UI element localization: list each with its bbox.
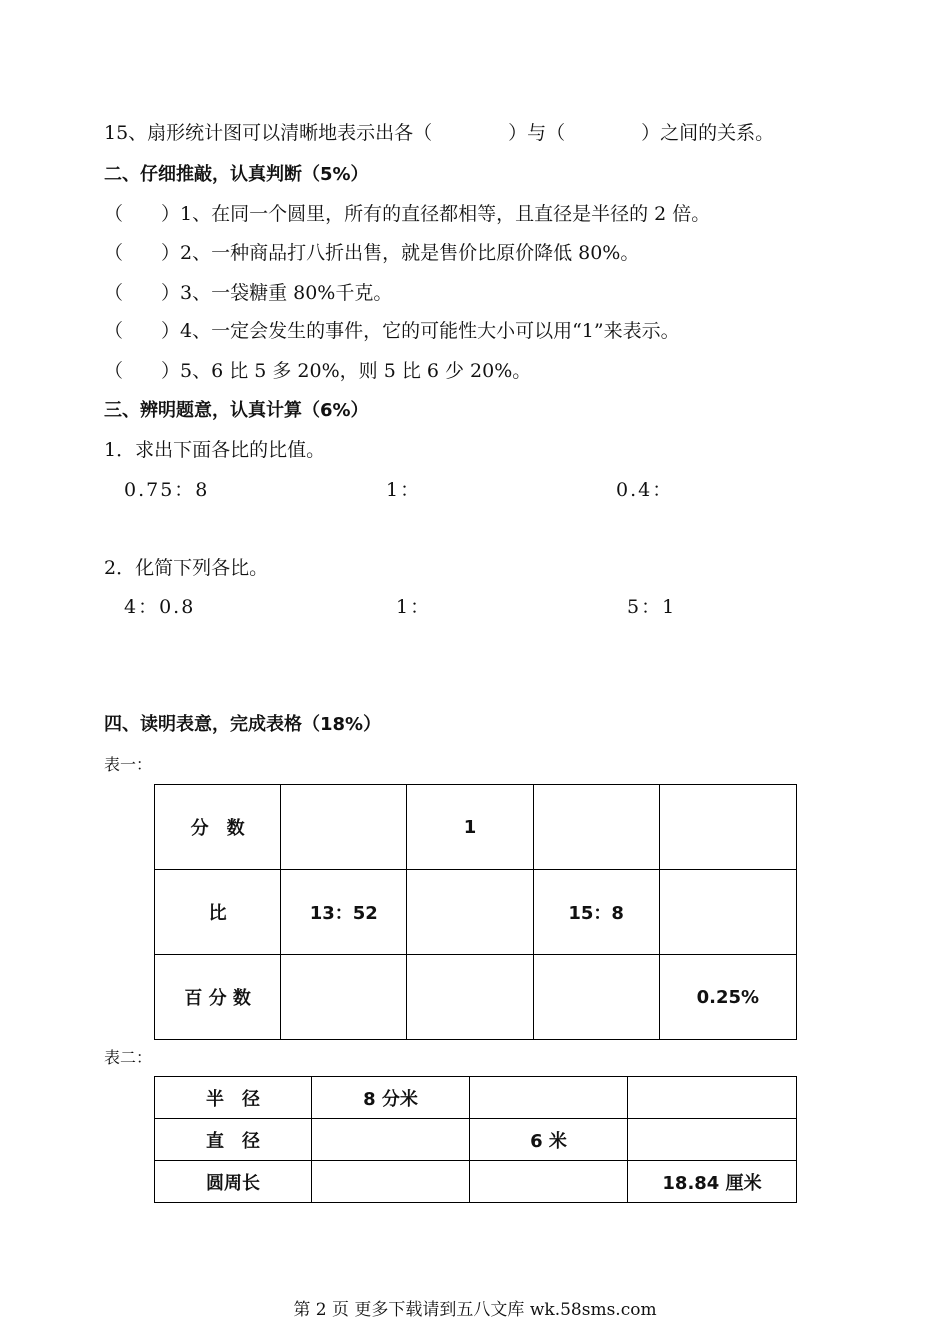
table-cell: 圆周长 [155, 1161, 312, 1203]
judgment-item-5: （ ）5、6 比 5 多 20%，则 5 比 6 少 20%。 [104, 360, 532, 382]
page-footer: 第 2 页 更多下载请到五八文库 wk.58sms.com [293, 1300, 657, 1320]
table-cell: 百 分 数 [155, 955, 281, 1040]
table-cell: 15：8 [533, 870, 659, 955]
table-cell [470, 1077, 628, 1119]
table-cell: 6 米 [470, 1119, 628, 1161]
table-cell: 比 [155, 870, 281, 955]
judgment-item-1: （ ）1、在同一个圆里，所有的直径都相等，且直径是半径的 2 倍。 [104, 203, 711, 225]
table-cell: 0.25% [659, 955, 796, 1040]
table-cell [628, 1077, 797, 1119]
question-15: 15、扇形统计图可以清晰地表示出各（ ）与（ ）之间的关系。 [104, 122, 775, 144]
table-cell [533, 785, 659, 870]
table-cell: 半 径 [155, 1077, 312, 1119]
ratio-item: 0.75：8 [124, 479, 210, 501]
table-cell: 1 [407, 785, 533, 870]
table-cell: 13：52 [281, 870, 407, 955]
ratio-item: 1： [386, 479, 422, 501]
table-cell [533, 955, 659, 1040]
table-row [155, 785, 797, 870]
table-1-label: 表一： [104, 755, 153, 774]
table-cell [470, 1161, 628, 1203]
table-cell [312, 1119, 470, 1161]
table-cell: 直 径 [155, 1119, 312, 1161]
table-2 [154, 1076, 797, 1203]
table-row [155, 955, 797, 1040]
table-row [155, 870, 797, 955]
calc-question-1: 1．求出下面各比的比值。 [104, 439, 326, 461]
ratio-item: 0.4： [616, 479, 674, 501]
table-cell [659, 785, 796, 870]
table-cell [407, 870, 533, 955]
table-cell [312, 1161, 470, 1203]
calc-question-2: 2．化简下列各比。 [104, 557, 269, 579]
judgment-item-4: （ ）4、一定会发生的事件，它的可能性大小可以用“1”来表示。 [104, 320, 680, 342]
section-4-heading: 四、读明表意，完成表格（18%） [104, 714, 382, 735]
table-1 [154, 784, 797, 1040]
simplify-item: 4：0.8 [124, 596, 196, 618]
table-cell [659, 870, 796, 955]
table-cell [407, 955, 533, 1040]
table-cell: 18.84 厘米 [628, 1161, 797, 1203]
table-cell: 8 分米 [312, 1077, 470, 1119]
judgment-item-3: （ ）3、一袋糖重 80%千克。 [104, 282, 393, 304]
table-2-label: 表二： [104, 1048, 153, 1067]
table-row [155, 1077, 797, 1119]
simplify-item: 5：1 [627, 596, 677, 618]
table-cell: 分 数 [155, 785, 281, 870]
judgment-item-2: （ ）2、一种商品打八折出售，就是售价比原价降低 80%。 [104, 242, 640, 264]
simplify-item: 1： [396, 596, 432, 618]
table-row [155, 1161, 797, 1203]
table-cell [281, 955, 407, 1040]
table-row [155, 1119, 797, 1161]
table-cell [628, 1119, 797, 1161]
table-cell [281, 785, 407, 870]
section-3-heading: 三、辨明题意，认真计算（6%） [104, 400, 369, 421]
section-2-heading: 二、仔细推敲，认真判断（5%） [104, 164, 369, 185]
